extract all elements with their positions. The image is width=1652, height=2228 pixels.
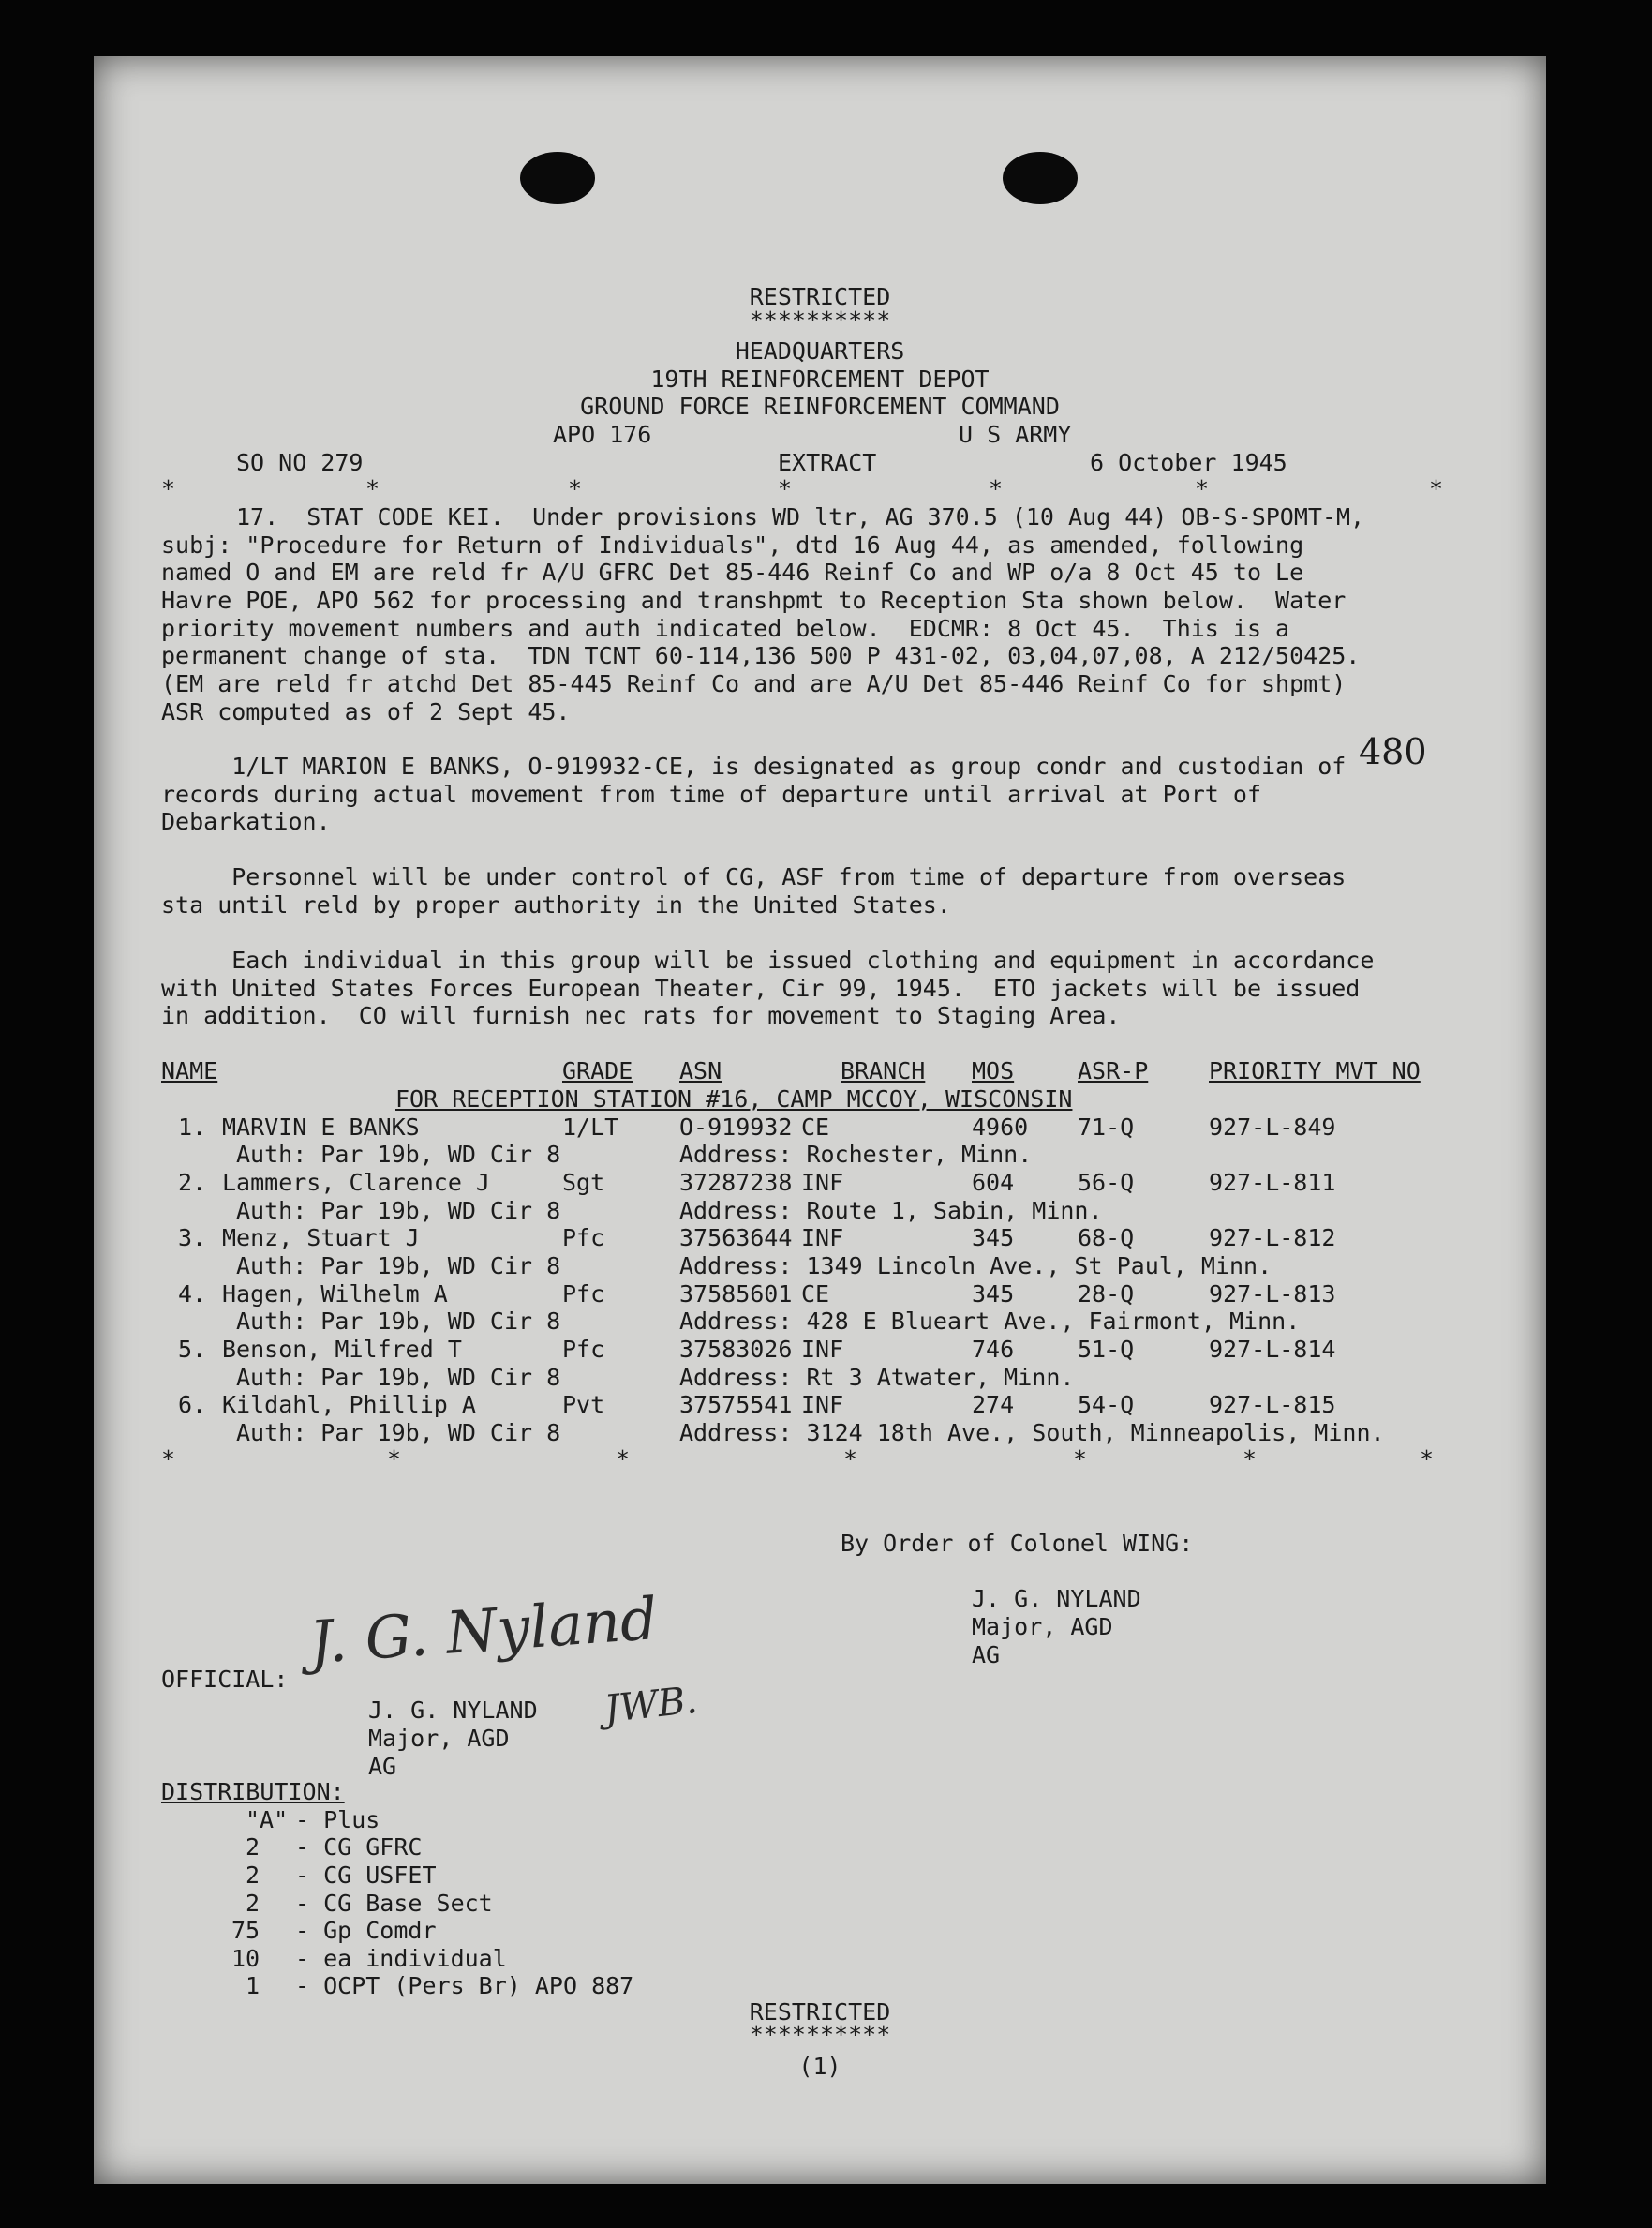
row-asr: 71-Q (1078, 1114, 1135, 1141)
distribution-qty: 1 (246, 1972, 260, 1999)
row-asr: 56-Q (1078, 1169, 1135, 1196)
row-name: Hagen, Wilhelm A (222, 1280, 448, 1308)
row-name: Lammers, Clarence J (222, 1169, 490, 1196)
official-title: AG (368, 1753, 397, 1780)
row-number: 5. (178, 1336, 207, 1363)
order-signer-rank: Major, AGD (972, 1613, 1113, 1640)
row-priority: 927-L-849 (1209, 1114, 1336, 1141)
star-mark: * (1420, 1445, 1435, 1473)
row-branch: INF (801, 1336, 844, 1363)
header-command: GROUND FORCE REINFORCEMENT COMMAND (580, 393, 1060, 420)
row-priority: 927-L-813 (1209, 1280, 1336, 1308)
document-page (94, 56, 1546, 2184)
clothing-line: with United States Forces European Theater, Cir 99, 1945. ETO jackets will be issued (161, 975, 1361, 1002)
control-line: sta until reld by proper authority in the United States. (161, 891, 951, 919)
para17-line: permanent change of sta. TDN TCNT 60-114,136 500 P 431-02, 03,04,07,08, A 212/50425. (161, 642, 1361, 669)
row-address: Address: 3124 18th Ave., South, Minneapolis, Minn. (679, 1419, 1385, 1446)
header-stars: ********** (749, 307, 891, 334)
star-mark: * (1195, 475, 1210, 502)
row-priority: 927-L-811 (1209, 1169, 1336, 1196)
distribution-label: DISTRIBUTION: (161, 1778, 345, 1805)
star-mark: * (616, 1445, 631, 1473)
row-asn: 37585601 (679, 1280, 793, 1308)
row-mos: 604 (972, 1169, 1015, 1196)
footer-stars: ********** (749, 2021, 891, 2048)
distribution-recipient: - Plus (295, 1806, 380, 1833)
custodian-line: Debarkation. (161, 808, 331, 835)
row-grade: Pvt (562, 1391, 605, 1418)
distribution-recipient: - CG Base Sect (295, 1890, 493, 1917)
header-unit: 19TH REINFORCEMENT DEPOT (650, 366, 990, 393)
distribution-recipient: - OCPT (Pers Br) APO 887 (295, 1972, 634, 1999)
handwritten-signature: J. G. Nyland (306, 1584, 660, 1677)
row-asn: O-919932 (679, 1114, 793, 1141)
row-branch: INF (801, 1224, 844, 1251)
row-asn: 37575541 (679, 1391, 793, 1418)
row-mos: 4960 (972, 1114, 1029, 1141)
row-branch: CE (801, 1280, 830, 1308)
col-header-asr: ASR-P (1078, 1057, 1149, 1084)
distribution-recipient: - CG USFET (295, 1862, 437, 1889)
row-grade: Pfc (562, 1280, 605, 1308)
row-auth: Auth: Par 19b, WD Cir 8 (236, 1252, 561, 1279)
reception-station: FOR RECEPTION STATION #16, CAMP MCCOY, WISCONSIN (395, 1085, 1073, 1113)
col-header-mos: MOS (972, 1057, 1015, 1084)
distribution-recipient: - CG GFRC (295, 1833, 423, 1861)
classification-bottom: RESTRICTED (749, 1998, 891, 2026)
star-mark: * (387, 1445, 402, 1473)
star-mark: * (568, 475, 583, 502)
row-priority: 927-L-815 (1209, 1391, 1336, 1418)
para17-line: subj: "Procedure for Return of Individuals", dtd 16 Aug 44, as amended, following (161, 531, 1304, 559)
star-mark: * (1243, 1445, 1258, 1473)
row-address: Address: 1349 Lincoln Ave., St Paul, Minn. (679, 1252, 1272, 1279)
clothing-line: in addition. CO will furnish nec rats for movement to Staging Area. (161, 1002, 1121, 1029)
page-number: (1) (798, 2053, 841, 2080)
page-stamp-number: 480 (1359, 731, 1427, 772)
row-branch: INF (801, 1391, 844, 1418)
official-label: OFFICIAL: (161, 1666, 289, 1693)
classification-top: RESTRICTED (749, 283, 891, 310)
row-asr: 51-Q (1078, 1336, 1135, 1363)
order-signer-name: J. G. NYLAND (972, 1585, 1141, 1612)
para17-line: priority movement numbers and auth indicated below. EDCMR: 8 Oct 45. This is a (161, 615, 1290, 642)
distribution-recipient: - ea individual (295, 1945, 507, 1972)
col-header-name: NAME (161, 1057, 218, 1084)
row-name: Benson, Milfred T (222, 1336, 462, 1363)
by-order: By Order of Colonel WING: (841, 1530, 1194, 1557)
row-asr: 28-Q (1078, 1280, 1135, 1308)
col-header-branch: BRANCH (841, 1057, 926, 1084)
row-asn: 37563644 (679, 1224, 793, 1251)
row-address: Address: Rochester, Minn. (679, 1141, 1033, 1168)
star-mark: * (778, 475, 793, 502)
para17-line: 17. STAT CODE KEI. Under provisions WD ltr, AG 370.5 (10 Aug 44) OB-S-SPOMT-M, (236, 503, 1365, 531)
para17-line: (EM are reld fr atchd Det 85-445 Reinf Co and are A/U Det 85-446 Reinf Co for shpmt) (161, 670, 1347, 697)
row-name: Menz, Stuart J (222, 1224, 420, 1251)
document-body (94, 56, 1546, 2184)
row-number: 4. (178, 1280, 207, 1308)
star-mark: * (161, 1445, 176, 1473)
para17-line: ASR computed as of 2 Sept 45. (161, 698, 571, 725)
row-auth: Auth: Par 19b, WD Cir 8 (236, 1141, 561, 1168)
order-date: 6 October 1945 (1090, 449, 1287, 476)
row-branch: CE (801, 1114, 830, 1141)
row-number: 1. (178, 1114, 207, 1141)
row-grade: Sgt (562, 1169, 605, 1196)
custodian-line: 1/LT MARION E BANKS, O-919932-CE, is designated as group condr and custodian of (161, 753, 1347, 780)
control-line: Personnel will be under control of CG, ASF from time of departure from overseas (161, 863, 1347, 890)
distribution-qty: 2 (246, 1862, 260, 1889)
row-branch: INF (801, 1169, 844, 1196)
row-auth: Auth: Par 19b, WD Cir 8 (236, 1419, 561, 1446)
row-mos: 746 (972, 1336, 1015, 1363)
col-header-asn: ASN (679, 1057, 722, 1084)
row-priority: 927-L-814 (1209, 1336, 1336, 1363)
row-name: MARVIN E BANKS (222, 1114, 420, 1141)
distribution-qty: 2 (246, 1890, 260, 1917)
handwritten-initials: JWB. (602, 1678, 700, 1732)
para17-line: Havre POE, APO 562 for processing and transhpmt to Reception Sta shown below. Water (161, 587, 1347, 614)
distribution-qty: 2 (246, 1833, 260, 1861)
star-mark: * (843, 1445, 858, 1473)
col-header-priority: PRIORITY MVT NO (1209, 1057, 1421, 1084)
clothing-line: Each individual in this group will be issued clothing and equipment in accordance (161, 947, 1375, 974)
row-priority: 927-L-812 (1209, 1224, 1336, 1251)
distribution-recipient: - Gp Comdr (295, 1917, 437, 1944)
para17-line: named O and EM are reld fr A/U GFRC Det 85-446 Reinf Co and WP o/a 8 Oct 45 to Le (161, 559, 1304, 586)
header-apo: APO 176 (553, 421, 652, 448)
distribution-qty: 10 (231, 1945, 260, 1972)
row-number: 6. (178, 1391, 207, 1418)
header-hq: HEADQUARTERS (735, 337, 905, 365)
row-auth: Auth: Par 19b, WD Cir 8 (236, 1364, 561, 1391)
row-asr: 68-Q (1078, 1224, 1135, 1251)
row-mos: 274 (972, 1391, 1015, 1418)
row-number: 2. (178, 1169, 207, 1196)
row-mos: 345 (972, 1224, 1015, 1251)
order-signer-title: AG (972, 1641, 1001, 1668)
official-rank: Major, AGD (368, 1725, 510, 1752)
col-header-grade: GRADE (562, 1057, 633, 1084)
row-address: Address: Rt 3 Atwater, Minn. (679, 1364, 1075, 1391)
star-mark: * (1429, 475, 1444, 502)
custodian-line: records during actual movement from time of departure until arrival at Port of (161, 781, 1261, 808)
star-mark: * (365, 475, 380, 502)
row-asr: 54-Q (1078, 1391, 1135, 1418)
official-name: J. G. NYLAND (368, 1697, 538, 1724)
row-grade: Pfc (562, 1336, 605, 1363)
row-auth: Auth: Par 19b, WD Cir 8 (236, 1197, 561, 1224)
row-name: Kildahl, Phillip A (222, 1391, 476, 1418)
row-address: Address: 428 E Blueart Ave., Fairmont, Minn. (679, 1308, 1301, 1335)
row-asn: 37583026 (679, 1336, 793, 1363)
row-mos: 345 (972, 1280, 1015, 1308)
row-auth: Auth: Par 19b, WD Cir 8 (236, 1308, 561, 1335)
row-asn: 37287238 (679, 1169, 793, 1196)
header-army: U S ARMY (959, 421, 1072, 448)
distribution-qty: "A" (246, 1806, 289, 1833)
star-mark: * (1073, 1445, 1088, 1473)
row-grade: 1/LT (562, 1114, 619, 1141)
star-mark: * (989, 475, 1004, 502)
distribution-qty: 75 (231, 1917, 260, 1944)
row-address: Address: Route 1, Sabin, Minn. (679, 1197, 1103, 1224)
special-order-number: SO NO 279 (236, 449, 364, 476)
extract-label: EXTRACT (778, 449, 877, 476)
row-grade: Pfc (562, 1224, 605, 1251)
star-mark: * (161, 475, 176, 502)
row-number: 3. (178, 1224, 207, 1251)
